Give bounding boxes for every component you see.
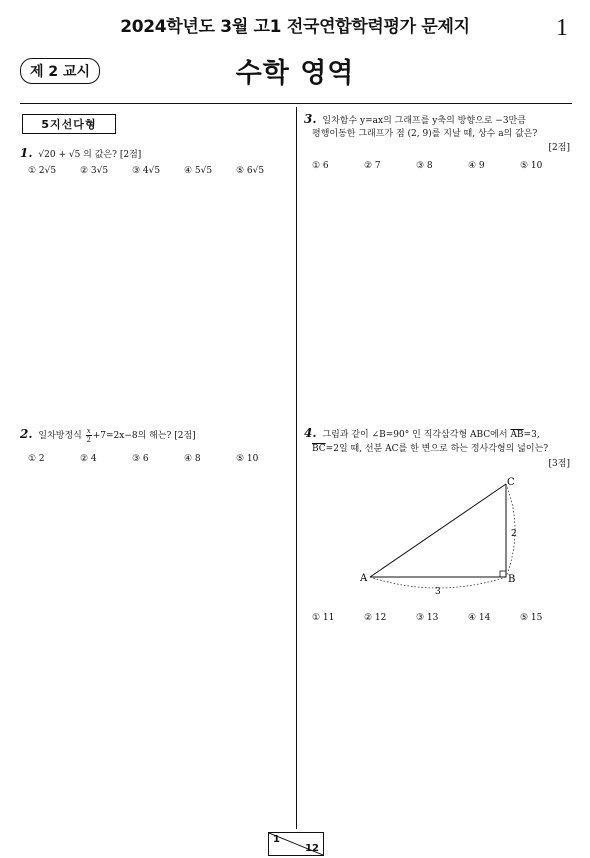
choice[interactable]: ④ 8 [184,454,201,464]
subject-title: 수학 영역 [235,58,355,89]
page-indicator [268,832,324,856]
question-number: 2. [20,427,33,441]
choice[interactable]: ⑤ 15 [520,613,543,623]
question-text: 그림과 같이 ∠B=90° 인 직각삼각형 ABC에서 [322,430,508,440]
segment-bc: $\overline{BC}$ [312,444,326,454]
length-ab: 3 [435,587,441,597]
page-current: 1 [273,834,280,845]
length-bc: 2 [511,529,517,539]
choice[interactable]: ② 3√5 [80,166,109,176]
question-points: [2점] [548,143,570,153]
choice[interactable]: ④ 5√5 [184,166,213,176]
label-a: A [360,573,368,584]
question-4 [304,426,540,443]
header-divider [20,103,572,104]
question-number: 3. [304,112,317,126]
question-text: +7=2x−8의 해는? [92,431,172,441]
label-c: C [507,477,515,488]
choice[interactable]: ⑤ 6√5 [236,166,265,176]
question-text: 일차함수 y=ax의 그래프를 y축의 방향으로 −3만큼 [322,116,526,126]
choice[interactable]: ① 2√5 [28,166,57,176]
question-2 [20,424,196,446]
column-divider [296,107,297,829]
choice[interactable]: ③ 4√5 [132,166,161,176]
label-b: B [508,574,516,585]
question-text: 일차방정식 [38,431,82,441]
fraction [86,427,92,444]
page-number: 1 [556,15,568,41]
choice[interactable]: ③ 13 [416,613,439,623]
fraction-denominator: 2 [86,436,91,444]
choice[interactable]: ⑤ 10 [236,454,259,464]
choice[interactable]: ① 2 [28,454,45,464]
session-badge: 제 2 교시 [20,58,100,84]
choice[interactable]: ⑤ 10 [520,161,543,171]
choices-1 [28,166,288,180]
question-4-line2 [312,442,548,457]
question-1 [20,146,141,163]
page-total: 12 [305,843,319,854]
section-label: 5지선다형 [22,114,116,134]
fraction-numerator: x [86,427,91,435]
side-ac [370,484,506,577]
question-number: 4. [304,426,317,440]
choice[interactable]: ② 7 [364,161,381,171]
choice[interactable]: ③ 8 [416,161,433,171]
question-number: 1. [20,146,33,160]
question-points: [2점] [174,431,196,441]
triangle-figure [356,474,526,600]
choices-2 [28,454,288,468]
exam-title: 2024학년도 3월 고1 전국연합학력평가 문제지 [120,17,470,37]
question-text: √20 + √5 의 값은? [38,150,117,160]
choice[interactable]: ① 11 [312,613,335,623]
question-text: =2일 때, 선분 AC를 한 변으로 하는 정사각형의 넓이는? [325,444,549,454]
choice[interactable]: ④ 9 [468,161,485,171]
question-points: [2점] [119,150,142,160]
choices-4 [312,613,572,627]
choices-3 [312,161,572,175]
question-3-line2: 평행이동한 그래프가 점 (2, 9)를 지날 때, 상수 a의 값은? [312,129,538,139]
choice[interactable]: ① 6 [312,161,329,171]
choice[interactable]: ② 4 [80,454,97,464]
question-points: [3점] [548,459,570,469]
segment-ab: $\overline{AB}$ [510,430,524,440]
choice[interactable]: ③ 6 [132,454,149,464]
right-angle-mark [500,571,506,577]
choice[interactable]: ④ 14 [468,613,491,623]
choice[interactable]: ② 12 [364,613,387,623]
question-text: =3, [523,430,540,440]
